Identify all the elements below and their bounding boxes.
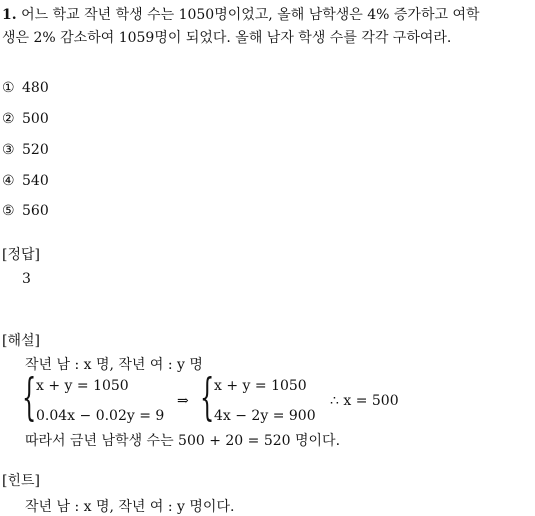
choice-mark: ① bbox=[2, 80, 15, 96]
choice-mark: ② bbox=[2, 111, 15, 127]
answer-label: [정답] bbox=[2, 247, 40, 263]
choice-1[interactable] bbox=[2, 80, 49, 96]
choice-5[interactable] bbox=[2, 203, 49, 219]
answer-value: 3 bbox=[22, 271, 31, 287]
choice-text: 560 bbox=[22, 203, 49, 219]
solution-line-1: 작년 남 : x 명, 작년 여 : y 명 bbox=[25, 357, 203, 373]
choice-4[interactable] bbox=[2, 173, 49, 189]
system-1-eq-1: x + y = 1050 bbox=[36, 378, 129, 394]
hint-label: [힌트] bbox=[2, 473, 40, 489]
choice-3[interactable] bbox=[2, 142, 49, 158]
system-1-brace: { bbox=[22, 368, 37, 426]
question-line-1 bbox=[2, 4, 480, 24]
hint-text: 작년 남 : x 명, 작년 여 : y 명이다. bbox=[25, 499, 235, 515]
choice-mark: ⑤ bbox=[2, 203, 15, 219]
choice-text: 540 bbox=[22, 173, 49, 189]
system-2-eq-2: 4x − 2y = 900 bbox=[214, 408, 316, 424]
system-1-eq-2: 0.04x − 0.02y = 9 bbox=[36, 408, 165, 424]
system-2-eq-1: x + y = 1050 bbox=[214, 378, 307, 394]
choice-text: 480 bbox=[22, 80, 49, 96]
therefore-result: ∴ x = 500 bbox=[330, 393, 399, 409]
choice-2[interactable] bbox=[2, 111, 49, 127]
choice-mark: ④ bbox=[2, 173, 15, 189]
implies-arrow: ⇒ bbox=[177, 393, 189, 409]
question-text-1: 어느 학교 작년 학생 수는 1050명이었고, 올해 남학생은 4% 증가하고 여학 bbox=[21, 7, 480, 23]
question-line-2: 생은 2% 감소하여 1059명이 되었다. 올해 남자 학생 수를 각각 구하여라. bbox=[2, 30, 452, 46]
system-2-brace: { bbox=[200, 368, 215, 426]
solution-label: [해설] bbox=[2, 333, 40, 349]
choice-text: 520 bbox=[22, 142, 49, 158]
solution-conclusion: 따라서 금년 남학생 수는 500 + 20 = 520 명이다. bbox=[25, 433, 341, 449]
choice-mark: ③ bbox=[2, 142, 15, 158]
question-number: 1. bbox=[2, 7, 17, 23]
choice-text: 500 bbox=[22, 111, 49, 127]
